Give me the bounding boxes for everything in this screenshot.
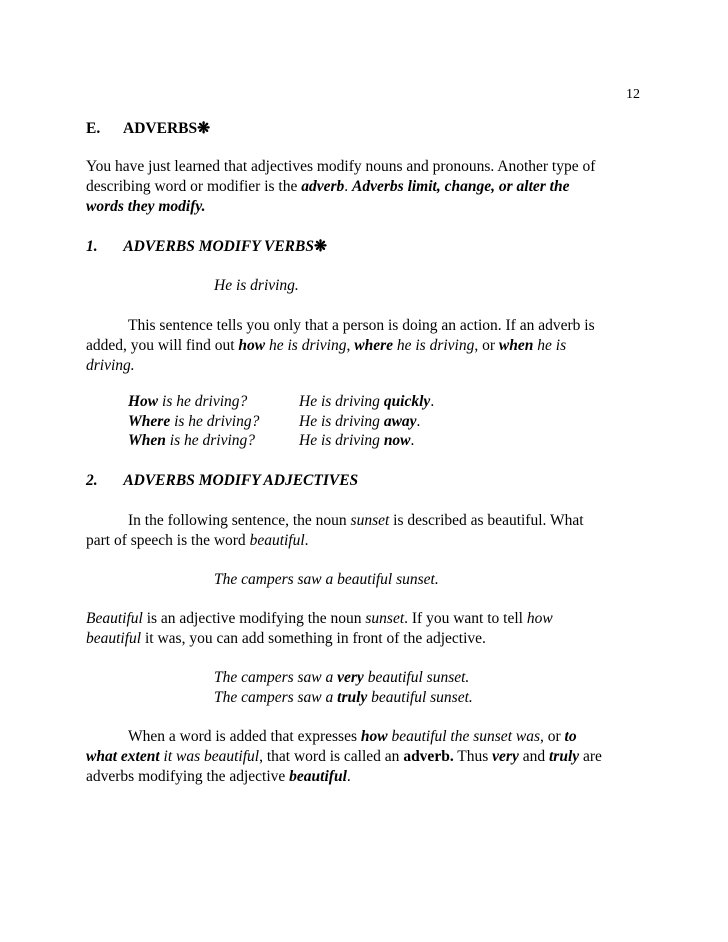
question-keyword: When bbox=[128, 432, 166, 449]
s2-how: how bbox=[526, 610, 553, 627]
s2-very: very bbox=[492, 748, 519, 765]
section-e-mark-icon: ❋ bbox=[197, 120, 211, 137]
intro-line-2 bbox=[86, 177, 569, 197]
ex2-text-a: The campers saw a bbox=[214, 669, 338, 686]
question-text: is he driving? bbox=[158, 393, 248, 410]
s2-text-6e: are bbox=[579, 748, 602, 765]
s2-text-1a: In the following sentence, the noun bbox=[128, 512, 351, 529]
question-row bbox=[128, 413, 259, 431]
example-driving: He is driving. bbox=[214, 277, 299, 294]
s2-text-6d: and bbox=[518, 748, 549, 765]
s2-text-7b: . bbox=[346, 768, 351, 785]
s2-text-4a: it was, you can add something in front of the adjective. bbox=[141, 630, 486, 647]
section-1-mark-icon: ❋ bbox=[313, 238, 327, 255]
ex3-keyword: truly bbox=[337, 689, 368, 706]
s2-what-extent: what extent bbox=[86, 748, 160, 765]
s1-when: when bbox=[498, 337, 534, 354]
example-campers-1: The campers saw a beautiful sunset. bbox=[214, 571, 439, 588]
s2-para-line-1 bbox=[128, 511, 584, 531]
intro-text-2c: . bbox=[344, 178, 353, 195]
s1-para-line-1 bbox=[128, 316, 595, 336]
s2-text-5a: When a word is added that expresses bbox=[128, 728, 361, 745]
answer-keyword: away bbox=[383, 413, 417, 430]
section-1-number: 1. bbox=[86, 238, 98, 255]
section-2-number: 2. bbox=[86, 472, 98, 489]
example-campers-very bbox=[214, 668, 469, 688]
s2-text-1b: is described as beautiful. What bbox=[389, 512, 584, 529]
s2-beautiful-cap: Beautiful bbox=[86, 610, 143, 627]
intro-adverb-term: adverb bbox=[301, 178, 345, 195]
s2-text-2b: . bbox=[304, 532, 309, 549]
s2-sunset: sunset bbox=[350, 512, 390, 529]
question-text: is he driving? bbox=[170, 413, 260, 430]
s2-text-6c: Thus bbox=[453, 748, 493, 765]
s2-text-3a: is an adjective modifying the noun bbox=[142, 610, 366, 627]
ex2-keyword: very bbox=[337, 669, 364, 686]
s2-text-5b: beautiful the sunset was bbox=[387, 728, 540, 745]
s2-para-line-3 bbox=[86, 609, 553, 629]
s1-text-2c: , bbox=[346, 337, 355, 354]
s2-beautiful-4: beautiful bbox=[289, 768, 347, 785]
s2-para-line-7 bbox=[86, 767, 351, 787]
question-keyword: Where bbox=[128, 413, 171, 430]
s2-text-6a: it was beautiful bbox=[159, 748, 260, 765]
s2-text-7a: adverbs modifying the adjective bbox=[86, 768, 290, 785]
s2-text-2a: part of speech is the word bbox=[86, 532, 250, 549]
s1-text-2a: added, you will find out bbox=[86, 337, 239, 354]
example-campers-truly bbox=[214, 688, 473, 708]
question-row bbox=[128, 432, 255, 450]
section-e-heading bbox=[86, 119, 210, 138]
s2-to: to bbox=[564, 728, 577, 745]
section-1-title: ADVERBS MODIFY VERBS bbox=[123, 238, 314, 255]
s2-adverb-term: adverb. bbox=[403, 748, 454, 765]
s2-para-line-5 bbox=[128, 727, 577, 747]
section-2-heading bbox=[86, 472, 358, 490]
s2-text-5c: , or bbox=[540, 728, 565, 745]
page-number: 12 bbox=[626, 87, 640, 102]
section-e-number: E. bbox=[86, 120, 101, 137]
s2-text-3b: . If you want to tell bbox=[404, 610, 527, 627]
s2-para-line-2 bbox=[86, 531, 309, 551]
ex3-text-b: beautiful sunset. bbox=[367, 689, 473, 706]
s2-beautiful-3: beautiful bbox=[86, 630, 142, 647]
ex2-text-b: beautiful sunset. bbox=[363, 669, 470, 686]
s2-para-line-6 bbox=[86, 747, 602, 767]
s1-how: how bbox=[238, 337, 266, 354]
question-keyword: How bbox=[128, 393, 159, 410]
question-row bbox=[128, 393, 247, 411]
answer-row bbox=[299, 413, 420, 431]
section-1-heading bbox=[86, 237, 327, 256]
s1-text-2f: he is bbox=[533, 337, 567, 354]
answer-row bbox=[299, 432, 414, 450]
s1-para-text-1: This sentence tells you only that a person is doing an action. If an adverb is bbox=[128, 317, 595, 334]
intro-line-1 bbox=[86, 157, 595, 177]
s2-beautiful: beautiful bbox=[249, 532, 305, 549]
intro-definition-1: Adverbs limit, change, or alter the bbox=[352, 178, 570, 195]
answer-text: He is driving bbox=[299, 393, 384, 410]
section-2-title: ADVERBS MODIFY ADJECTIVES bbox=[123, 472, 359, 489]
answer-period: . bbox=[410, 432, 415, 449]
s1-where: where bbox=[354, 337, 393, 354]
intro-text-2a: describing word or modifier is the bbox=[86, 178, 302, 195]
intro-text-1: You have just learned that adjectives modify nouns and pronouns. Another type of bbox=[86, 158, 596, 175]
answer-keyword: now bbox=[383, 432, 411, 449]
s2-text-6b: , that word is called an bbox=[259, 748, 404, 765]
answer-period: . bbox=[416, 413, 421, 430]
s1-para-line-3 bbox=[86, 356, 135, 376]
ex3-text-a: The campers saw a bbox=[214, 689, 338, 706]
question-text: is he driving? bbox=[165, 432, 256, 449]
s1-text-2b: he is driving bbox=[265, 337, 347, 354]
section-e-title: ADVERBS bbox=[123, 120, 198, 137]
answer-keyword: quickly bbox=[383, 393, 431, 410]
s1-text-2d: he is driving bbox=[393, 337, 475, 354]
s2-how-2: how bbox=[360, 728, 388, 745]
answer-period: . bbox=[430, 393, 435, 410]
answer-text: He is driving bbox=[299, 432, 384, 449]
s1-para-line-2 bbox=[86, 336, 566, 356]
intro-line-3 bbox=[86, 197, 206, 217]
intro-definition-2: words they modify. bbox=[86, 198, 206, 215]
answer-row bbox=[299, 393, 434, 411]
s1-text-3: driving. bbox=[86, 357, 135, 374]
s2-para-line-4 bbox=[86, 629, 486, 649]
s1-text-2e: , or bbox=[474, 337, 499, 354]
answer-text: He is driving bbox=[299, 413, 384, 430]
s2-sunset-2: sunset bbox=[365, 610, 405, 627]
s2-truly: truly bbox=[548, 748, 580, 765]
